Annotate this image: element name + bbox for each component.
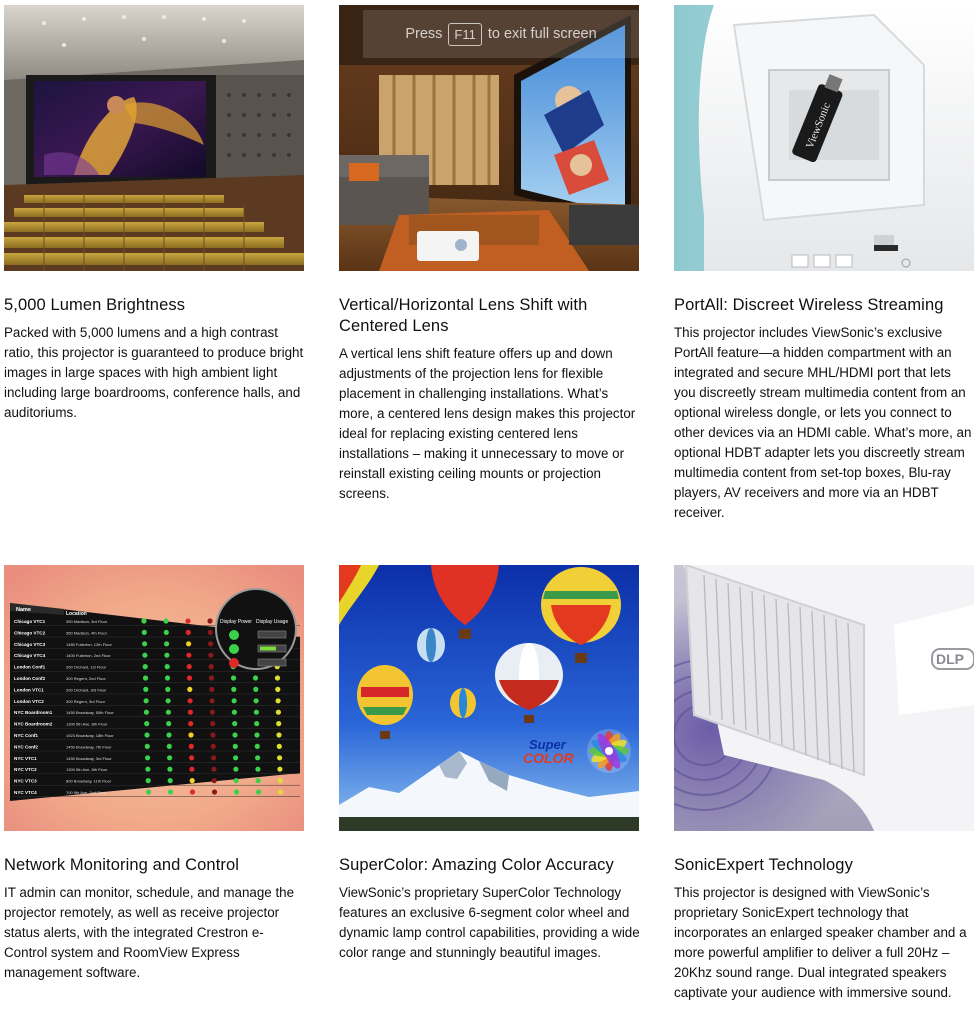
cell-name: NYC Boardroom1 [14,710,53,716]
status-indicator [142,630,147,635]
status-indicator [186,653,191,658]
status-indicator [144,698,149,703]
cell-location: 300 Regent, 2nd Floor [66,676,106,681]
status-indicator [209,687,214,692]
status-indicator [276,698,281,703]
cell-name: Chicago VTC2 [14,630,46,636]
cell-name: NYC VTC2 [14,767,37,773]
status-indicator [167,744,172,749]
col-header-location: Location [66,611,87,617]
feature-description: This projector includes ViewSonic’s exclusive PortAll feature—a hidden compartment with an integrated and secure MHL/HDMI port that lets you discreetly stream multimedia content from an optional wireless dongle, or lets you connect to other devices via an HDMI cable. What’s more, an optional HDBT adapter lets you discreetly stream multimedia content from set-top boxes, Blu-ray players, AV receivers and more via an HDBT receiver. [674,325,972,520]
cell-name: NYC VTC3 [14,778,37,784]
banner-text-before: Press [405,26,443,42]
status-indicator [208,653,213,658]
status-indicator [164,653,169,658]
cell-location: 1400 Fullerton, 2nd Floor [66,653,111,659]
cell-name: Chicago VTC1 [14,619,46,624]
cell-location: 200 Orchard, 3rd Floor [66,687,107,693]
supercolor-balloons-image [339,565,639,831]
status-indicator [209,675,214,680]
f11-key-badge: F11 [448,23,481,46]
status-indicator [207,618,212,623]
status-indicator [254,710,259,715]
status-indicator [231,675,236,680]
feature-description: This projector is designed with ViewSonic’s proprietary SonicExpert technology that incorporates an enlarged speaker chamber and a more powerful amplifier to deliver a full 20Hz – 20Khz sound range. Dual integrated speakers captivate your audience with immersive sound. [674,885,967,1000]
status-indicator [255,755,260,760]
status-indicator [165,675,170,680]
cell-location: 800 Broadway, 11th Floor [66,778,112,784]
col-header-display-usage: Display Usage [256,619,289,625]
cell-name: NYC Boardroom2 [14,721,53,727]
status-indicator [188,698,193,703]
status-indicator [189,744,194,749]
feature-card-brightness [4,5,306,425]
status-indicator [166,698,171,703]
supercolor-wheel-icon [587,729,631,773]
feature-title: Vertical/Horizontal Lens Shift with Centered Lens [339,296,588,335]
cell-location: 350 Madison, 3rd Floor [66,619,108,624]
status-indicator [188,732,193,737]
cell-location: 1923 Broadway, 18th Floor [66,733,114,738]
status-indicator [232,721,237,726]
cell-location: 300 Regent, 3rd Floor [66,698,105,704]
status-indicator [165,687,170,692]
feature-title: SuperColor: Amazing Color Accuracy [339,856,614,874]
feature-title: SonicExpert Technology [674,856,853,874]
status-indicator [143,675,148,680]
status-indicator [167,767,172,772]
cell-name: London Conf1 [14,664,46,670]
status-indicator [232,710,237,715]
cell-location: 200 Orchard, 1st Floor [66,664,107,670]
feature-card-lens-shift [339,5,641,505]
cell-location: 1300 5th Ave, 8th Floor [66,767,108,773]
status-indicator [146,789,151,794]
feature-card-network [4,565,306,985]
cell-name: NYC Conf2 [14,744,38,750]
status-indicator [233,744,238,749]
feature-card-portall [674,5,976,525]
fullscreen-exit-banner [363,10,639,58]
cell-name: Chicago VTC4 [14,653,46,659]
banner-text-after: to exit full screen [487,26,597,42]
status-indicator [168,789,173,794]
status-indicator [166,710,171,715]
status-indicator [187,664,192,669]
cell-location: 700 9th Ave, 2nd Floor [66,790,107,795]
status-indicator [233,755,238,760]
status-indicator [211,767,216,772]
supercolor-logo-color: COLOR [523,750,574,766]
status-indicator [189,767,194,772]
status-indicator [254,732,259,737]
status-indicator [233,767,238,772]
status-indicator [168,778,173,783]
status-indicator [186,630,191,635]
feature-description: IT admin can monitor, schedule, and manage the projector remotely, as well as receive projector status alerts, with the integrated Crestron e-Control system and RoomView Express management software. [4,885,295,980]
status-indicator [190,789,195,794]
status-indicator [277,755,282,760]
dlp-logo-text: DLP [936,651,964,667]
status-indicator [144,721,149,726]
status-indicator [188,721,193,726]
status-indicator [276,710,281,715]
status-indicator [278,778,283,783]
cell-location: 1300 5th Ave, 8th Floor [66,721,108,727]
status-indicator [144,710,149,715]
dongle-brand-text: ViewSonic [803,101,834,151]
portall-compartment-image [674,5,974,271]
status-indicator [145,755,150,760]
cell-location: 1450 Broadway, 7th Floor [66,744,112,750]
status-indicator [190,778,195,783]
cell-location: 1450 Broadway, 3rd Floor [66,755,112,761]
status-indicator [277,744,282,749]
feature-description: ViewSonic’s proprietary SuperColor Technology features an exclusive 6-segment color wheel and dynamic lamp control capabilities, providing a wide color range and stunningly beautiful images. [339,885,640,960]
status-indicator [188,710,193,715]
feature-title: Network Monitoring and Control [4,856,240,874]
status-indicator [141,618,146,623]
feature-description: Packed with 5,000 lumens and a high contrast ratio, this projector is guaranteed to produce bright images in large spaces with high ambient light including large boardrooms, conference halls, and auditoriums. [4,325,304,420]
status-indicator [210,710,215,715]
supercolor-logo-super: Super [529,737,566,752]
feature-card-sonicexpert [674,565,976,1025]
status-indicator [165,664,170,669]
status-indicator [234,789,239,794]
status-indicator [208,630,213,635]
status-indicator [255,767,260,772]
status-indicator [211,755,216,760]
status-indicator [142,653,147,658]
status-indicator [146,778,151,783]
status-indicator [232,732,237,737]
status-indicator [144,732,149,737]
network-monitoring-image [4,565,304,831]
status-indicator [278,789,283,794]
status-indicator [187,687,192,692]
status-indicator [276,732,281,737]
cell-location: 1450 Broadway, 50th Floor [66,710,114,716]
status-indicator [167,755,172,760]
feature-description: A vertical lens shift feature offers up and down adjustments of the projection lens for flexible placement in challenging installations. What’s more, a centered lens design makes this projector ideal for replacing existing centered lens installations – making it unnecessary to move or reinstall existing ceiling mounts or projection screens. [339,346,636,501]
status-indicator [145,767,150,772]
cell-name: London VTC2 [14,698,44,704]
status-indicator [256,789,261,794]
speaker-grille-image [674,565,974,831]
col-header-display-power: Display Power [220,619,252,625]
status-indicator [212,789,217,794]
status-indicator [275,687,280,692]
status-indicator [185,618,190,623]
status-indicator [256,778,261,783]
cell-location: 1480 Fullerton, 12th Floor [66,641,112,647]
status-indicator [143,664,148,669]
status-indicator [212,778,217,783]
cell-name: London Conf2 [14,676,46,681]
feature-card-supercolor [339,565,641,985]
status-indicator [189,755,194,760]
status-indicator [142,641,147,646]
status-indicator [231,687,236,692]
status-indicator [232,698,237,703]
cell-name: NYC VTC1 [14,755,37,761]
cell-location: 350 Madison, 4th Floor [66,630,107,636]
status-indicator [145,744,150,749]
status-indicator [143,687,148,692]
status-indicator [166,732,171,737]
status-indicator [210,721,215,726]
cell-name: Chicago VTC3 [14,641,46,647]
status-indicator [187,675,192,680]
cell-name: NYC Conf1 [14,733,38,738]
cell-name: London VTC1 [14,687,44,693]
status-indicator [164,630,169,635]
theater-image [4,5,304,271]
feature-title: PortAll: Discreet Wireless Streaming [674,296,944,314]
status-indicator [234,778,239,783]
status-indicator [276,721,281,726]
status-indicator [253,687,258,692]
feature-title: 5,000 Lumen Brightness [4,296,186,314]
status-indicator [253,675,258,680]
status-indicator [164,641,169,646]
status-indicator [211,744,216,749]
status-indicator [210,732,215,737]
status-indicator [209,664,214,669]
status-indicator [210,698,215,703]
status-indicator [277,767,282,772]
status-indicator [186,641,191,646]
status-indicator [254,698,259,703]
status-indicator [255,744,260,749]
cell-name: NYC VTC4 [14,790,37,795]
status-indicator [166,721,171,726]
status-indicator [275,675,280,680]
col-header-name: Name [16,607,31,613]
status-indicator [163,618,168,623]
status-indicator [208,641,213,646]
status-indicator [254,721,259,726]
